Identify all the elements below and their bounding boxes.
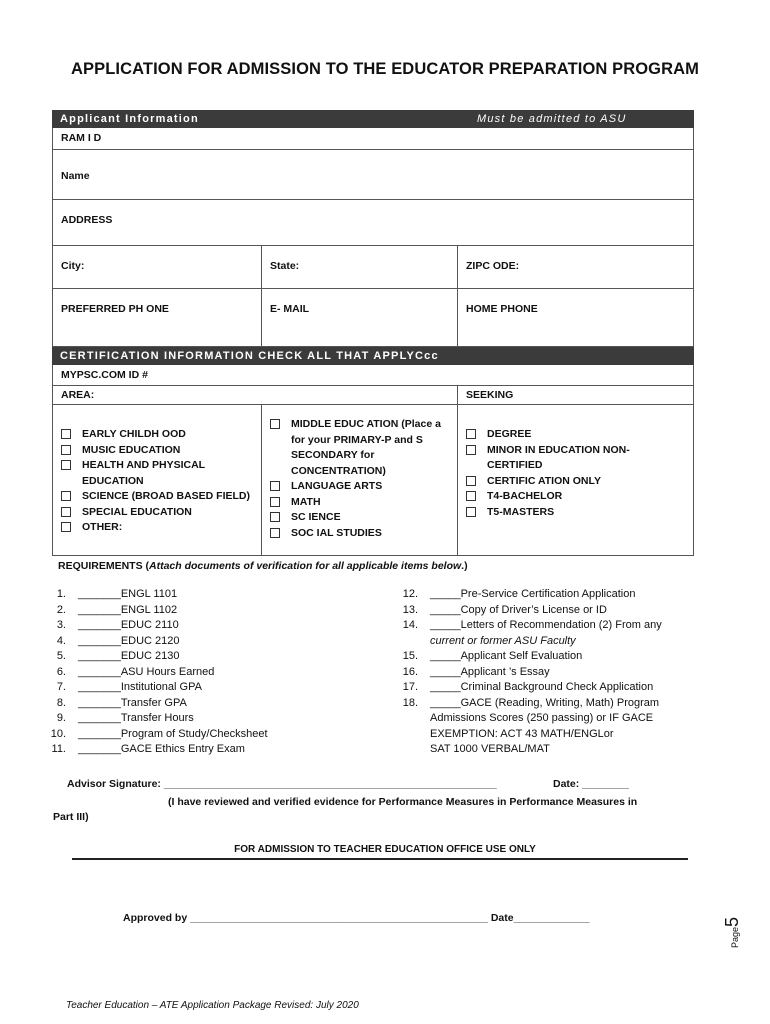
requirement-text[interactable]: _____Copy of Driver’s License or ID (430, 603, 607, 616)
area-option-label: OTHER: (82, 521, 123, 533)
requirement-number: 7. (56, 681, 66, 693)
checkbox-icon[interactable] (466, 429, 476, 439)
advisor-date-line[interactable]: Date: ________ (553, 778, 629, 790)
area-option-label: SPECIAL EDUCATION (82, 505, 192, 518)
requirements-heading-end: .) (461, 560, 468, 572)
requirement-number: 10. (50, 727, 66, 740)
state-field[interactable]: State: (261, 246, 457, 288)
requirement-text[interactable]: _______Program of Study/Checksheet (78, 727, 268, 740)
requirement-item (392, 587, 662, 603)
verification-note: (I have reviewed and verified evidence for Performance Measures in Performance Measures in (168, 796, 638, 808)
requirement-text[interactable]: _____Applicant Self Evaluation (430, 650, 583, 662)
email-field[interactable]: E- MAIL (261, 289, 457, 346)
area-options-column-1 (53, 405, 261, 555)
requirement-text[interactable]: _____Letters of Recommendation (2) From any (430, 619, 662, 631)
checkbox-icon[interactable] (466, 445, 476, 455)
requirement-number: 3. (56, 619, 66, 631)
checkbox-icon[interactable] (270, 512, 280, 522)
area-option-label: HEALTH AND PHYSICAL EDUCATION (82, 459, 205, 487)
requirement-text[interactable]: Admissions Scores (250 passing) or IF GACE (430, 712, 654, 724)
requirement-text[interactable]: SAT 1000 VERBAL/MAT (430, 743, 550, 755)
area-option[interactable] (61, 458, 253, 489)
requirements-list-left (40, 587, 268, 758)
requirement-item (392, 618, 662, 634)
certification-title: CERTIFICATION INFORMATION CHECK ALL THAT APPLYCcc (60, 350, 439, 362)
admission-note: Must be admitted to ASU (477, 113, 627, 125)
requirement-number: 18. (402, 696, 418, 709)
requirement-number (392, 742, 418, 758)
checkbox-icon[interactable] (61, 522, 71, 532)
requirement-text[interactable]: _______ENGL 1101 (78, 588, 178, 600)
middle-ed-option-label: MIDDLE EDUC ATION (Place a for your PRIMARY-P and S SECONDARY for CONCENTRATION) (291, 418, 441, 477)
requirement-text[interactable]: _______EDUC 2110 (78, 619, 179, 631)
mypsc-row[interactable] (52, 365, 694, 386)
phone-field[interactable]: PREFERRED PH ONE (61, 303, 169, 315)
requirement-number: 17. (402, 681, 418, 693)
requirement-text[interactable]: current or former ASU Faculty (430, 634, 576, 647)
requirements-heading-note: Attach documents of verification for all applicable items below (149, 560, 462, 572)
checkbox-icon[interactable] (270, 497, 280, 507)
seeking-option-label: DEGREE (487, 428, 532, 440)
requirement-item (392, 696, 662, 712)
seeking-option[interactable] (466, 474, 685, 490)
page-number (722, 888, 743, 948)
requirement-item (392, 742, 662, 758)
checkbox-icon[interactable] (466, 507, 476, 517)
requirements-heading (52, 556, 694, 572)
area-seeking-row (52, 386, 694, 405)
name-row[interactable] (52, 150, 694, 200)
requirement-number: 13. (402, 603, 418, 616)
requirement-number: 16. (402, 665, 418, 678)
contact-row (52, 289, 694, 347)
area-option-label: MUSIC EDUCATION (82, 443, 181, 456)
requirement-number: 1. (56, 588, 66, 600)
middle-ed-option[interactable] (270, 526, 449, 542)
seeking-option[interactable] (466, 427, 685, 443)
seeking-option[interactable] (466, 489, 685, 505)
checkbox-icon[interactable] (270, 481, 280, 491)
requirement-text[interactable]: _______EDUC 2130 (78, 650, 180, 662)
seeking-label: SEEKING (457, 386, 693, 404)
requirement-item (40, 665, 268, 681)
office-use-heading: FOR ADMISSION TO TEACHER EDUCATION OFFICE USE ONLY (234, 844, 536, 855)
requirement-item (40, 634, 268, 650)
requirement-item (40, 587, 268, 603)
applicant-info-header (52, 110, 694, 128)
requirement-item (392, 634, 662, 650)
requirement-number (392, 711, 418, 727)
address-label: ADDRESS (61, 214, 113, 226)
middle-ed-option-label: MATH (291, 495, 321, 508)
checkbox-icon[interactable] (61, 507, 71, 517)
seeking-option[interactable] (466, 505, 685, 521)
requirement-text[interactable]: _____Criminal Background Check Application (430, 681, 654, 693)
requirements-list-right (392, 587, 662, 758)
ram-id-label: RAM I D (61, 132, 102, 144)
page-label: Page (730, 926, 740, 948)
area-option[interactable] (61, 505, 253, 521)
requirement-number: 5. (56, 650, 66, 662)
area-options-column-2 (261, 405, 457, 555)
address-row[interactable] (52, 200, 694, 246)
requirement-item (392, 680, 662, 696)
area-option[interactable] (61, 520, 253, 536)
applicant-info-title: Applicant Information (60, 113, 199, 125)
middle-ed-option-label: SC IENCE (291, 511, 341, 523)
requirement-item (392, 603, 662, 619)
requirement-item (40, 680, 268, 696)
checkbox-icon[interactable] (270, 528, 280, 538)
verification-note-end: Part III) (53, 811, 89, 823)
seeking-option-label: CERTIFIC ATION ONLY (487, 474, 601, 487)
middle-ed-option[interactable] (270, 417, 449, 479)
middle-ed-option-label: SOC IAL STUDIES (291, 526, 382, 539)
middle-ed-option[interactable] (270, 479, 449, 495)
mypsc-label: MYPSC.COM ID # (61, 369, 148, 381)
requirement-item (40, 603, 268, 619)
seeking-option-label: T4-BACHELOR (487, 490, 563, 502)
requirement-text[interactable]: _______Institutional GPA (78, 681, 202, 693)
requirement-number: 14. (402, 619, 418, 631)
checkbox-icon[interactable] (466, 491, 476, 501)
requirement-item (392, 665, 662, 681)
requirement-item (40, 649, 268, 665)
area-option[interactable] (61, 443, 253, 459)
certification-options-row (52, 405, 694, 556)
checkbox-icon[interactable] (61, 460, 71, 470)
requirement-number: 15. (402, 650, 418, 662)
requirement-text[interactable]: _______ENGL 1102 (78, 603, 178, 616)
area-label: AREA: (61, 389, 95, 401)
office-use-divider (72, 858, 688, 860)
requirement-number: 11. (51, 743, 66, 755)
requirement-number: 2. (56, 603, 66, 616)
requirement-text[interactable]: _____Applicant ’s Essay (430, 665, 550, 678)
requirement-text[interactable]: _______Transfer Hours (78, 712, 194, 724)
area-option-label: SCIENCE (BROAD BASED FIELD) (82, 490, 251, 502)
area-option-label: EARLY CHILDH OOD (82, 428, 186, 440)
middle-ed-option-label: LANGUAGE ARTS (291, 480, 383, 492)
requirement-text[interactable]: _______ASU Hours Earned (78, 665, 215, 678)
checkbox-icon[interactable] (466, 476, 476, 486)
ram-id-row[interactable] (52, 128, 694, 150)
requirement-item (392, 727, 662, 743)
page-footer: Teacher Education – ATE Application Package Revised: July 2020 (66, 1000, 359, 1011)
requirement-number: 9. (56, 712, 66, 724)
requirement-text[interactable]: _____Pre-Service Certification Application (430, 588, 636, 600)
area-option[interactable] (61, 427, 253, 443)
requirement-number: 12. (402, 588, 418, 600)
requirement-number: 6. (56, 665, 66, 678)
seeking-option-label: T5-MASTERS (487, 505, 555, 518)
requirement-item (40, 742, 268, 758)
checkbox-icon[interactable] (270, 419, 280, 429)
home-phone-field[interactable]: HOME PHONE (457, 289, 693, 346)
requirement-number (392, 634, 418, 650)
certification-header (52, 347, 694, 365)
requirement-text[interactable]: EXEMPTION: ACT 43 MATH/ENGLor (430, 727, 614, 740)
advisor-signature-line[interactable]: Advisor Signature: _________________________________________________________ (67, 778, 497, 790)
requirement-item (392, 649, 662, 665)
requirement-number (392, 727, 418, 743)
requirement-text[interactable]: _______EDUC 2120 (78, 634, 180, 647)
form-title: APPLICATION FOR ADMISSION TO THE EDUCATOR PREPARATION PROGRAM (71, 60, 699, 78)
seeking-option[interactable] (466, 443, 685, 474)
checkbox-icon[interactable] (61, 429, 71, 439)
page-num: 5 (722, 916, 742, 927)
approved-by-line[interactable]: Approved by ___________________________________________________ Date_____________ (123, 912, 590, 924)
requirement-text[interactable]: _______GACE Ethics Entry Exam (78, 743, 245, 755)
requirement-text[interactable]: _______Transfer GPA (78, 696, 187, 709)
requirement-item (40, 696, 268, 712)
requirement-number: 4. (56, 634, 66, 647)
checkbox-icon[interactable] (61, 491, 71, 501)
city-field[interactable]: City: (61, 260, 85, 272)
name-label: Name (61, 170, 90, 182)
area-option[interactable] (61, 489, 253, 505)
city-state-zip-row (52, 246, 694, 289)
requirement-item (392, 711, 662, 727)
requirement-item (40, 727, 268, 743)
application-form (52, 110, 694, 572)
checkbox-icon[interactable] (61, 445, 71, 455)
requirement-number: 8. (56, 696, 66, 709)
requirement-item (40, 618, 268, 634)
requirement-text[interactable]: _____GACE (Reading, Writing, Math) Program (430, 696, 660, 709)
middle-ed-option[interactable] (270, 510, 449, 526)
requirement-item (40, 711, 268, 727)
requirements-heading-label: REQUIREMENTS ( (58, 560, 150, 572)
middle-ed-option[interactable] (270, 495, 449, 511)
seeking-option-label: MINOR IN EDUCATION NON-CERTIFIED (487, 443, 630, 471)
zip-field[interactable]: ZIPC ODE: (457, 246, 693, 288)
seeking-options-column (457, 405, 693, 555)
